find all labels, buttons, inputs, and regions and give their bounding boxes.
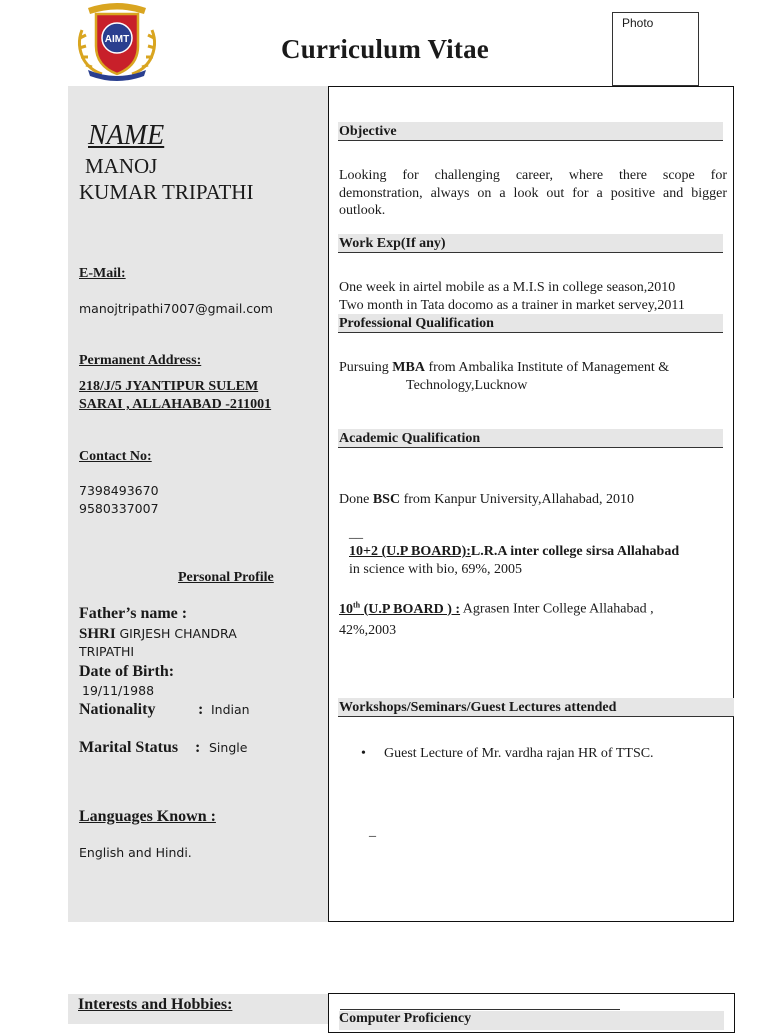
prof-degree: MBA — [392, 360, 425, 375]
academic-12th — [349, 543, 679, 561]
dob-label: Date of Birth: — [79, 663, 175, 680]
nationality-label: Nationality — [79, 701, 156, 718]
nationality-value: Indian — [211, 702, 250, 717]
address-line-1: 218/J/5 JYANTIPUR SULEM — [79, 379, 259, 394]
marital-label: Marital Status — [79, 739, 179, 756]
work-exp-heading: Work Exp(If any) — [338, 234, 723, 253]
contact-label: Contact No: — [79, 449, 152, 464]
address-label: Permanent Address: — [79, 353, 202, 368]
academic-bsc — [339, 491, 634, 509]
email-value: manojtripathi7007@gmail.com — [79, 301, 273, 316]
prof-pre: Pursuing — [339, 360, 389, 375]
professional-line-2: Technology,Lucknow — [406, 378, 528, 393]
acad-bsc-rest: from Kanpur University,Allahabad, 2010 — [403, 492, 634, 507]
academic-dash: __ — [349, 526, 363, 541]
dob-value: 19/11/1988 — [82, 683, 155, 698]
academic-10th — [339, 596, 654, 618]
father-label: Father’s name : — [79, 605, 188, 622]
father-name-line1: GIRJESH CHANDRA — [119, 626, 237, 641]
academic-10th-line-2: 42%,2003 — [339, 623, 397, 638]
father-name-line2: TRIPATHI — [79, 644, 135, 659]
work-exp-line-1: One week in airtel mobile as a M.I.S in college season,2010 — [339, 280, 676, 295]
logo-text: AIMT — [104, 34, 130, 45]
photo-label: Photo — [622, 16, 654, 30]
objective-heading: Objective — [338, 122, 723, 141]
acad-12-head: 10+2 (U.P BOARD): — [349, 544, 471, 559]
name-first: MANOJ — [85, 154, 158, 178]
computer-proficiency-heading: Computer Proficiency — [339, 1011, 724, 1030]
personal-profile-heading: Personal Profile — [178, 570, 274, 585]
acad-10-head: (U.P BOARD ) : — [360, 601, 461, 617]
acad-10-sup: th — [353, 600, 361, 609]
interests-hobbies-heading: Interests and Hobbies: — [78, 996, 233, 1013]
work-exp-line-2: Two month in Tata docomo as a trainer in market servey,2011 — [339, 298, 685, 313]
acad-10-rest: Agrasen Inter College Allahabad , — [462, 601, 654, 617]
address-line-2: SARAI , ALLAHABAD -211001 — [79, 397, 272, 412]
email-label: E-Mail: — [79, 266, 126, 281]
prof-post: from Ambalika Institute of Management & — [428, 360, 670, 375]
page-title: Curriculum Vitae — [281, 34, 489, 64]
trailing-dash: _ — [369, 824, 376, 839]
name-rest: KUMAR TRIPATHI — [79, 180, 254, 204]
marital-value: Single — [209, 740, 248, 755]
acad-10-num: 10 — [339, 601, 353, 617]
objective-text: Looking for challenging career, where there scope for demonstration, always on a look out for a positive and bigger outlook. — [339, 168, 727, 218]
academic-12th-line-2: in science with bio, 69%, 2005 — [349, 562, 523, 577]
professional-line-1 — [339, 359, 669, 377]
nationality-colon: : — [198, 701, 204, 718]
father-name — [79, 626, 237, 643]
workshops-heading: Workshops/Seminars/Guest Lectures attended — [338, 698, 734, 717]
acad-done: Done — [339, 492, 370, 507]
professional-qualification-heading: Professional Qualification — [338, 314, 723, 333]
father-prefix: SHRI — [79, 626, 116, 642]
name-heading: NAME — [88, 120, 165, 151]
languages-value: English and Hindi. — [79, 845, 192, 860]
marital-colon: : — [195, 739, 201, 756]
acad-bsc-degree: BSC — [372, 492, 401, 507]
workshop-item: Guest Lecture of Mr. vardha rajan HR of TTSC. — [384, 746, 654, 761]
acad-12-school: L.R.A inter college sirsa Allahabad — [470, 544, 680, 559]
academic-qualification-heading: Academic Qualification — [338, 429, 723, 448]
divider-line — [340, 1009, 620, 1010]
workshop-bullet: • — [361, 746, 366, 761]
phone-1: 7398493670 — [79, 483, 159, 498]
languages-label: Languages Known : — [79, 808, 216, 825]
phone-2: 9580337007 — [79, 501, 159, 516]
